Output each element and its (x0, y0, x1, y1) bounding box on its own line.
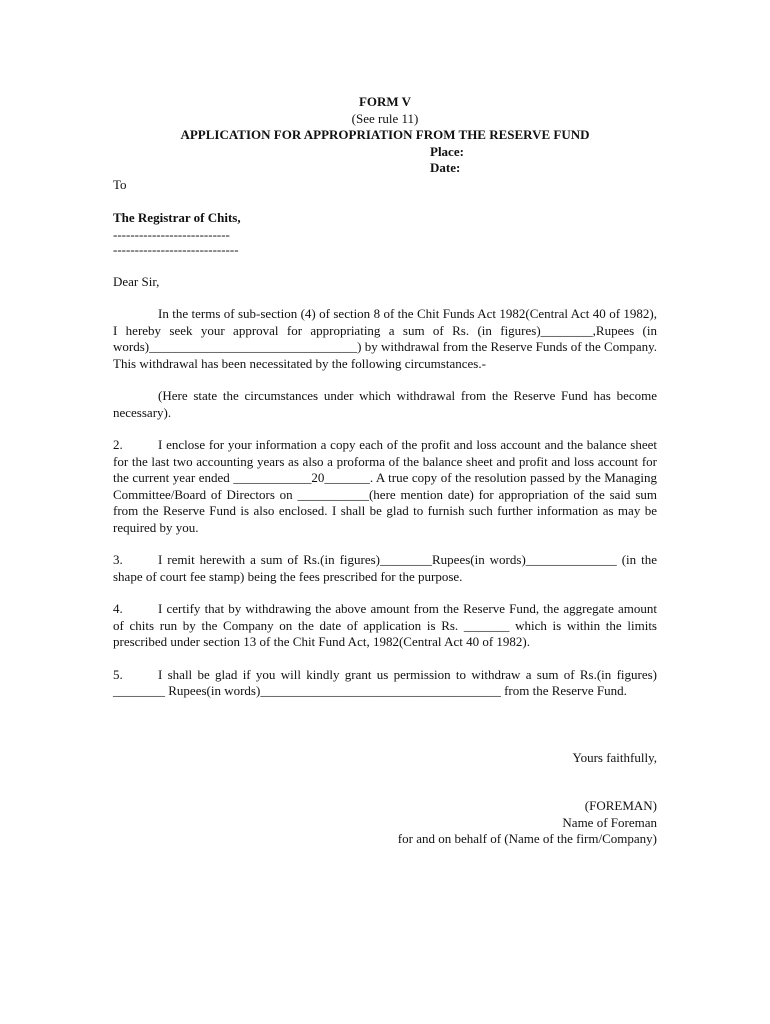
paragraph-5 (113, 667, 657, 700)
paragraph-2 (113, 437, 657, 536)
to-label: To (113, 176, 127, 192)
paragraph-number: 4. (113, 601, 123, 616)
paragraph-3 (113, 552, 657, 585)
valediction: Yours faithfully, (572, 749, 657, 765)
salutation: Dear Sir, (113, 273, 160, 289)
paragraph-text: I shall be glad if you will kindly grant us permission to withdraw a sum of Rs.(in figures) ________ Rupees(in words)_____________________________________ from the Reserve Fund. (113, 666, 657, 698)
form-rule-reference: (See rule 11) (351, 110, 419, 126)
place-label: Place: (430, 143, 464, 159)
foreman-designation: (FOREMAN) (584, 798, 657, 813)
paragraph-number: 5. (113, 666, 123, 682)
paragraph-text: I certify that by withdrawing the above amount from the Reserve Fund, the aggregate amount of chits run by the Company on the date of application is Rs. _______ which is within the limits prescribed under section 13 of the Chit Fund Act, 1982(Central Act 40 of 1982). (113, 601, 657, 649)
form-header (113, 94, 657, 177)
circumstances-paragraph: (Here state the circumstances under which withdrawal from the Reserve Fund has become necessary). (113, 388, 657, 420)
recipient-name: The Registrar of Chits, (113, 210, 241, 225)
paragraph-4 (113, 601, 657, 651)
signature-block (113, 750, 657, 848)
address-line-2: ----------------------------- (113, 241, 239, 257)
date-label: Date: (430, 160, 461, 175)
paragraph-text: I enclose for your information a copy each of the profit and loss account and the balance sheet for the last two accounting years as also a proforma of the balance sheet and profit and loss account for the current year ended ____________20_______. A true copy of the resolution passed by the Managing Committee/Board of Directors on ___________(here mention date) for appropriation of the said sum from the Reserve Fund is also enclosed. I shall be glad to furnish such further information as may be required by you. (113, 437, 657, 535)
form-page (113, 94, 657, 848)
form-heading: APPLICATION FOR APPROPRIATION FROM THE RESERVE FUND (180, 127, 590, 142)
foreman-name-line: Name of Foreman (562, 814, 657, 830)
behalf-line: for and on behalf of (Name of the firm/Company) (397, 831, 657, 846)
paragraph-number: 2. (113, 437, 123, 452)
intro-paragraph: In the terms of sub-section (4) of section 8 of the Chit Funds Act 1982(Central Act 40 of 1982), I hereby seek your approval for appropriating a sum of Rs. (in figures)________,Rupees (in words)________________________________) by withdrawal from the Reserve Funds of the Company. This withdrawal has been necessitated by the following circumstances.- (113, 306, 657, 371)
address-line-1: --------------------------- (113, 226, 230, 242)
form-title: FORM V (358, 94, 412, 109)
paragraph-text: I remit herewith a sum of Rs.(in figures)________Rupees(in words)______________ (in the shape of court fee stamp) being the fees prescribed for the purpose. (113, 552, 657, 584)
paragraph-number: 3. (113, 552, 123, 567)
